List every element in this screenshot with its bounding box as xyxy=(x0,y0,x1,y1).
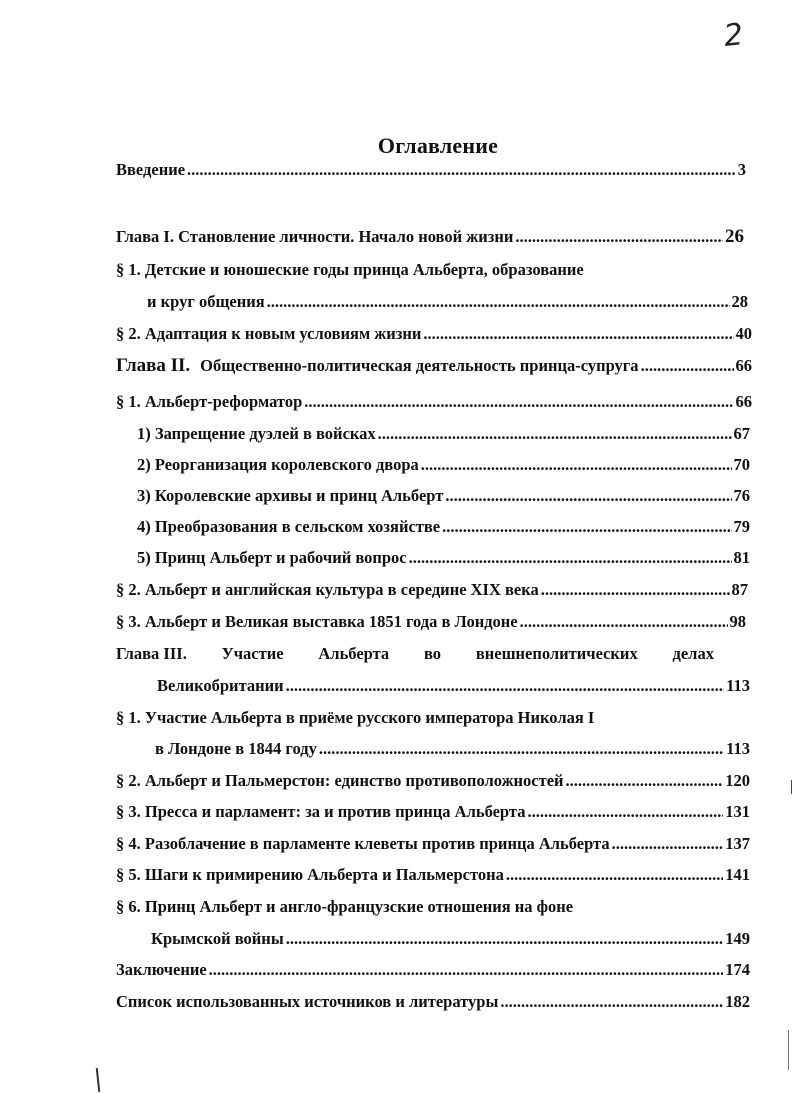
toc-entry-text: § 2. Адаптация к новым условиям жизни xyxy=(116,324,422,343)
dot-leader xyxy=(421,455,732,475)
toc-title: Оглавление xyxy=(377,133,499,158)
dot-leader xyxy=(566,771,724,791)
toc-entry-text: § 2. Альберт и английская культура в середине XIX века xyxy=(116,580,539,599)
toc-entry-ch3-s3 xyxy=(116,802,750,822)
dot-leader xyxy=(612,834,724,854)
toc-entry-text: § 5. Шаги к примирению Альберта и Пальмерстона xyxy=(116,865,504,884)
toc-entry-page: 141 xyxy=(725,865,750,884)
toc-entry-chapter-1 xyxy=(116,226,744,248)
toc-entry-page: 28 xyxy=(731,292,748,311)
toc-entry-ch3-s5 xyxy=(116,865,750,885)
toc-entry-page: 67 xyxy=(733,424,750,443)
scan-artifact-mark xyxy=(96,1068,100,1092)
toc-entry-text: Общественно-политическая деятельность принца-супруга xyxy=(200,356,639,375)
toc-entry-ch3-s6-line2 xyxy=(151,929,750,949)
toc-entry-page: 3 xyxy=(737,160,746,179)
dot-leader xyxy=(378,424,732,444)
toc-entry-text: § 2. Альберт и Пальмерстон: единство противоположностей xyxy=(116,771,564,790)
toc-entry-text: Заключение xyxy=(116,960,207,979)
dot-leader xyxy=(286,929,724,949)
toc-entry-text: 1) Запрещение дуэлей в войсках xyxy=(137,424,376,443)
toc-entry-page: 81 xyxy=(733,548,750,567)
toc-entry-page: 66 xyxy=(735,356,752,375)
dot-leader xyxy=(527,802,723,822)
toc-entry-page: 149 xyxy=(725,929,750,948)
toc-entry-page: 98 xyxy=(729,612,746,631)
toc-entry-chapter-3-line1 xyxy=(116,644,714,664)
toc-word: внешнеполитических xyxy=(475,644,638,663)
toc-entry-text: Великобритании xyxy=(157,676,284,695)
toc-entry-text: Список использованных источников и литературы xyxy=(116,992,499,1011)
toc-entry-intro xyxy=(116,160,746,180)
dot-leader xyxy=(520,612,728,632)
dot-leader xyxy=(319,739,724,759)
dot-leader xyxy=(209,960,724,980)
toc-entry-text: 2) Реорганизация королевского двора xyxy=(137,455,419,474)
toc-entry-ch2-s1 xyxy=(116,392,752,412)
dot-leader xyxy=(445,486,731,506)
dot-leader xyxy=(267,292,730,312)
toc-entry-ch2-s2 xyxy=(116,580,748,600)
toc-entry-chapter-2 xyxy=(116,355,752,377)
toc-entry-page: 70 xyxy=(733,455,750,474)
toc-entry-ch3-s1-line1: § 1. Участие Альберта в приёме русского императора Николая I xyxy=(116,708,595,727)
toc-entry-page: 182 xyxy=(725,992,750,1011)
handwritten-page-number: 2 xyxy=(722,17,745,54)
toc-entry-page: 137 xyxy=(725,834,750,853)
toc-entry-page: 87 xyxy=(731,580,748,599)
dot-leader xyxy=(515,227,723,247)
dot-leader xyxy=(409,548,732,568)
toc-entry-conclusion xyxy=(116,960,750,980)
toc-word: во xyxy=(423,644,442,663)
toc-entry-sources xyxy=(116,992,750,1012)
dot-leader xyxy=(187,160,736,180)
toc-word: Глава III. xyxy=(116,644,187,663)
toc-entry-ch1-s1-line1: § 1. Детские и юношеские годы принца Альберта, образование xyxy=(116,260,584,279)
toc-entry-ch3-s4 xyxy=(116,834,750,854)
toc-entry-text: в Лондоне в 1844 году xyxy=(155,739,317,758)
toc-word: Участие xyxy=(221,644,284,663)
toc-entry-ch3-s1-line2 xyxy=(155,739,750,759)
toc-entry-text: 5) Принц Альберт и рабочий вопрос xyxy=(137,548,407,567)
toc-entry-chapter-3-line2 xyxy=(157,676,750,696)
dot-leader xyxy=(286,676,725,696)
toc-entry-page: 131 xyxy=(725,802,750,821)
toc-entry-page: 113 xyxy=(726,739,750,758)
toc-entry-page: 26 xyxy=(725,226,744,247)
dot-leader xyxy=(641,356,734,376)
toc-entry-text: § 3. Альберт и Великая выставка 1851 года в Лондоне xyxy=(116,612,518,631)
toc-entry-page: 76 xyxy=(733,486,750,505)
dot-leader xyxy=(423,324,733,344)
toc-entry-text: § 1. Альберт-реформатор xyxy=(116,392,303,411)
toc-entry-ch3-s6-line1: § 6. Принц Альберт и англо-французские отношения на фоне xyxy=(116,897,574,916)
toc-entry-ch2-s1-3 xyxy=(137,486,750,506)
toc-entry-text: Крымской войны xyxy=(151,929,284,948)
toc-entry-ch3-s2 xyxy=(116,771,750,791)
toc-entry-page: 174 xyxy=(725,960,750,979)
toc-entry-text: 3) Королевские архивы и принц Альберт xyxy=(137,486,444,505)
toc-entry-page: 40 xyxy=(735,324,752,343)
toc-word: Альберта xyxy=(318,644,390,663)
toc-entry-ch2-s1-4 xyxy=(137,517,750,537)
toc-entry-text: § 4. Разоблачение в парламенте клеветы против принца Альберта xyxy=(116,834,610,853)
toc-entry-page: 113 xyxy=(726,676,750,695)
toc-entry-ch2-s1-1 xyxy=(137,424,750,444)
toc-entry-page: 120 xyxy=(725,771,750,790)
toc-entry-text: § 3. Пресса и парламент: за и против принца Альберта xyxy=(116,802,526,821)
toc-entry-text: Глава I. Становление личности. Начало новой жизни xyxy=(116,227,514,246)
toc-entry-text: и круг общения xyxy=(147,292,265,311)
toc-entry-text: Введение xyxy=(116,160,186,179)
toc-entry-ch2-s1-5 xyxy=(137,548,750,568)
dot-leader xyxy=(541,580,730,600)
dot-leader xyxy=(442,517,731,537)
toc-entry-page: 66 xyxy=(735,392,752,411)
toc-entry-text: 4) Преобразования в сельском хозяйстве xyxy=(137,517,441,536)
toc-entry-ch1-s1-line2 xyxy=(147,292,748,312)
toc-entry-page: 79 xyxy=(733,517,750,536)
dot-leader xyxy=(500,992,723,1012)
toc-entry-chapter-label: Глава II. xyxy=(116,355,191,376)
dot-leader xyxy=(506,865,723,885)
scan-artifact-mark xyxy=(791,780,792,794)
toc-entry-ch2-s1-2 xyxy=(137,455,750,475)
scan-artifact-mark xyxy=(788,1030,789,1070)
toc-word: делах xyxy=(672,644,714,663)
toc-entry-ch2-s3 xyxy=(116,612,746,632)
toc-entry-ch1-s2 xyxy=(116,324,752,344)
dot-leader xyxy=(304,392,733,412)
